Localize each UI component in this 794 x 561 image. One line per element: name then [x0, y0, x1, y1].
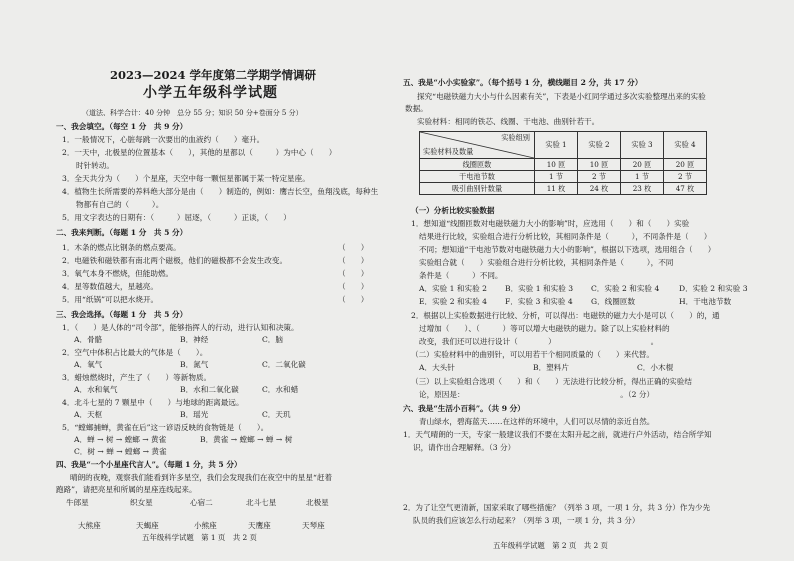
s5-part1-header: （一）分析比较实验数据 [411, 206, 495, 215]
constellation-name[interactable]: 天琴座 [302, 521, 325, 530]
table-cell: 1 节 [621, 171, 664, 183]
s2-item-2: 2．电磁铁和磁铁都有南北两个磁极，他们的磁极都不会发生改变。 [62, 256, 288, 265]
s5-opt-g: G．线圈匝数 [591, 297, 636, 306]
s5-p1-e: 条件是（ ）不同。 [419, 271, 503, 280]
s3-q5-opt-c: C．树 → 蝉 → 螳螂 → 黄雀 [74, 447, 167, 456]
table-cell: 23 枚 [621, 183, 664, 195]
section-5-header: 五、我是“小小实验家”。（每个括号 1 分，横线题目 2 分，共 17 分） [403, 78, 643, 87]
section-4-header: 四、我是“一个小星座代言人”。（每题 1 分，共 5 分） [56, 460, 242, 469]
s5-p2-c: 改变，我们还可以进行设计（ ） 。 [419, 337, 659, 346]
s1-q4a: 4．植物生长所需要的养料绝大部分是由（ ）制造的，例如：鹰吉长空，鱼翔浅底，每种生 [62, 187, 379, 196]
s5-opt-a: A．实验 1 和实验 2 [419, 284, 487, 293]
exam-title: 2023—2024 学年度第二学期学情调研 [110, 68, 317, 82]
s3-q1-opt-c: C．脑 [262, 335, 283, 344]
s3-q1-opt-a: A．骨骼 [74, 335, 103, 344]
exam-subtitle: 小学五年级科学试题 [143, 85, 278, 101]
s2-item-5: 5．用“纸锅”可以把水烧开。 [62, 295, 159, 304]
s5-opt-f: F．实验 3 和实验 4 [505, 297, 573, 306]
s1-q4b: 物都有自己的（ ）。 [76, 200, 164, 209]
star-name[interactable]: 北斗七星 [246, 498, 277, 507]
table-row [420, 171, 707, 183]
section-6-header: 六、我是“生活小百科”。（共 9 分） [403, 404, 525, 413]
s3-q5-opt-b: B．黄雀 → 螳螂 → 蝉 → 树 [200, 435, 293, 444]
table-header-row [420, 132, 707, 159]
constellation-name[interactable]: 天蝎座 [136, 521, 159, 530]
table-cell: 2 节 [664, 171, 707, 183]
constellation-name[interactable]: 小熊座 [194, 521, 217, 530]
s3-q3-opt-b: B．水和二氧化碳 [180, 385, 239, 394]
s5-part2-opt-b: B．塑料片 [533, 363, 569, 372]
s1-q3: 3．全天共分为（ ）个星座，天空中每一颗恒星都属于某一特定星座。 [62, 174, 310, 183]
s5-p2-a: 2．根据以上实验数据进行比较、分析，可以得出：电磁铁的磁力大小是可以（ ）的，通 [411, 311, 720, 320]
s5-opt-e: E．实验 2 和实验 4 [419, 297, 488, 306]
s2-item-3: 3．氧气本身不燃烧，但能助燃。 [62, 269, 174, 278]
row-label: 吸引曲别针数量 [420, 183, 535, 195]
answer-bracket[interactable]: （ ） [338, 269, 369, 278]
s6-q2-a: 2．为了让空气更清新，国家采取了哪些措施？（列举 3 项，一项 1 分，共 3 分）作为少先 [403, 503, 711, 512]
answer-bracket[interactable]: （ ） [338, 256, 369, 265]
s2-item-4: 4．星等数值越大，星越亮。 [62, 282, 158, 291]
s3-q4-opt-a: A．天枢 [74, 410, 103, 419]
s3-q2: 2．空气中体积占比最大的气体是（ ）。 [62, 348, 208, 357]
page-footer: 五年级科学试题 第 2 页 共 2 页 [493, 541, 608, 550]
s3-q3-opt-a: A．水和氧气 [74, 385, 118, 394]
s2-item-1: 1．木条的燃点比钢条的燃点要高。 [62, 243, 181, 252]
column-header: 实验 1 [535, 132, 578, 159]
s5-p1-b: 结果进行比较，实验组合进行分析比较，其相同条件是（ ），不同条件是（ ） [419, 232, 712, 241]
row-label: 线圈匝数 [420, 159, 535, 171]
table-cell: 10 匝 [535, 159, 578, 171]
row-label: 干电池节数 [420, 171, 535, 183]
s5-p2-b: 过增加（ ）、（ ）等可以增大电磁铁的磁力。除了以上实验材料的 [419, 324, 670, 333]
s6-intro: 青山绿水，碧海蓝天……在这样的环境中，人们可以尽情的亲近自然。 [419, 417, 655, 426]
table-row [420, 159, 707, 171]
page-footer: 五年级科学试题 第 1 页 共 2 页 [142, 533, 257, 542]
s1-q5: 5．用文字表达的日期有：（ ）屈逐，（ ）正谈，（ ） [62, 213, 291, 222]
constellation-name[interactable]: 大熊座 [78, 521, 101, 530]
table-cell: 10 匝 [578, 159, 621, 171]
section-3-header: 三、我会选择。（每题 1 分 共 5 分） [56, 310, 188, 319]
star-name[interactable]: 织女星 [130, 498, 153, 507]
s1-q1: 1．一般情况下，心脏每跳一次要出的血液约（ ）毫升。 [62, 135, 265, 144]
section-1-header: 一、我会填空。（每空 1 分 共 9 分） [56, 122, 188, 131]
page-2 [397, 0, 794, 561]
s3-q3-opt-c: C．水和蜡 [262, 385, 299, 394]
exam-info: （道法、科学合计：40 分钟 总分 55 分；知识 50 分+卷面分 5 分） [82, 109, 303, 117]
table-cell: 2 节 [578, 171, 621, 183]
star-name[interactable]: 牛郎星 [66, 498, 89, 507]
s5-part2-opt-a: A．大头针 [419, 363, 455, 372]
s5-part2: （二）实验材料中的曲别针，可以用若干个相同质量的（ ）来代替。 [411, 350, 654, 359]
table-corner [420, 132, 535, 159]
s4-intro-a: 晴朗的夜晚，观察我们能看到许多星空，我们会发现我们在夜空中的星星“赶着 [70, 473, 333, 482]
s5-materials: 实验材料：相同的铁芯、线圈、干电池、曲别针若干。 [417, 117, 600, 126]
s3-q4-opt-c: C．天玑 [262, 410, 291, 419]
s6-q1-b: 识，请作出合理解释。（3 分） [413, 443, 516, 452]
s5-p1-c: 不同；想知道“干电池节数对电磁铁磁力大小的影响”，根据以下选项，选用组合（ ） [419, 245, 716, 254]
s3-q5-opt-a: A．蝉 → 树 → 螳螂 → 黄雀 [74, 435, 167, 444]
s3-q3: 3．蜡烛燃烧时，产生了（ ）等新物质。 [62, 373, 212, 382]
table-cell: 20 匝 [621, 159, 664, 171]
s1-q2b: 时针转动。 [76, 161, 114, 170]
table-cell: 47 枚 [664, 183, 707, 195]
s4-intro-b: 跑路”，请把亮星和所属的星座连线起来。 [56, 485, 197, 494]
s6-q2-b: 队员的我们应该怎么行动起来？（列举 3 项，一项 1 分，共 3 分） [413, 516, 640, 525]
section-2-header: 二、我来判断。（每题 1 分 共 5 分） [56, 228, 188, 237]
table-row [420, 183, 707, 195]
corner-top-label: 实验组别 [501, 133, 530, 142]
s5-intro-a: 探究“电磁铁磁力大小与什么因素有关”，下表是小红同学通过多次实验整理出来的实验 [417, 92, 706, 101]
s3-q4: 4．北斗七星的 7 颗星中（ ）与地球的距离最远。 [62, 398, 244, 407]
s3-q2-opt-b: B．氮气 [180, 360, 209, 369]
table-cell: 11 枚 [535, 183, 578, 195]
column-header: 实验 3 [621, 132, 664, 159]
s3-q2-opt-a: A．氧气 [74, 360, 103, 369]
s3-q2-opt-c: C．二氧化碳 [262, 360, 306, 369]
s5-part3-b: 论，原因是： 。（2 分） [419, 390, 655, 399]
s3-q1-opt-b: B．神经 [180, 335, 209, 344]
s5-intro-b: 数据。 [405, 104, 428, 113]
s3-q4-opt-b: B．瑶光 [180, 410, 209, 419]
s3-q5: 5．“螳螂捕蝉，黄雀在后”这一谚语反映的食物链是（ ）。 [62, 423, 269, 432]
s5-p1-d: 实验组合就（ ）实验组合进行分析比较，其相同条件是（ ），不同 [419, 258, 674, 267]
s3-q1: 1．（ ）是人体的“司令部”，能够指挥人的行动，进行认知和决策。 [62, 323, 299, 332]
answer-bracket[interactable]: （ ） [338, 282, 369, 291]
s5-opt-b: B．实验 1 和实验 3 [505, 284, 574, 293]
answer-bracket[interactable]: （ ） [338, 243, 369, 252]
experiment-table [419, 131, 707, 195]
s5-opt-c: C．实验 2 和实验 4 [591, 284, 660, 293]
s5-part3-a: （三）以上实验组合选项（ ）和（ ）无法进行比较分析，得出正确的实验结 [411, 377, 692, 386]
answer-bracket[interactable]: （ ） [338, 295, 369, 304]
s5-part2-opt-c: C．小木棍 [637, 363, 674, 372]
table-cell: 24 枚 [578, 183, 621, 195]
s5-opt-h: H．干电池节数 [679, 297, 732, 306]
s5-p1-a: 1．想知道“线圈匝数对电磁铁磁力大小的影响”时，应选用（ ）和（ ）实验 [411, 219, 690, 228]
column-header: 实验 2 [578, 132, 621, 159]
corner-bottom-label: 实验材料及数量 [423, 147, 474, 156]
constellation-name[interactable]: 天鹰座 [248, 521, 271, 530]
star-name[interactable]: 心宿二 [190, 498, 213, 507]
s1-q2a: 2．一天中，北极星的位置基本（ ），其他的星都以（ ）为中心（ ） [62, 148, 337, 157]
star-name[interactable]: 北极星 [306, 498, 329, 507]
s5-opt-d: D．实验 2 和实验 3 [679, 284, 748, 293]
s6-q1-a: 1．天气晴朗的一天，专家一般建议我们不要在太阳升起之前，就进行户外活动，结合所学知 [403, 430, 712, 439]
table-cell: 1 节 [535, 171, 578, 183]
column-header: 实验 4 [664, 132, 707, 159]
table-cell: 20 匝 [664, 159, 707, 171]
